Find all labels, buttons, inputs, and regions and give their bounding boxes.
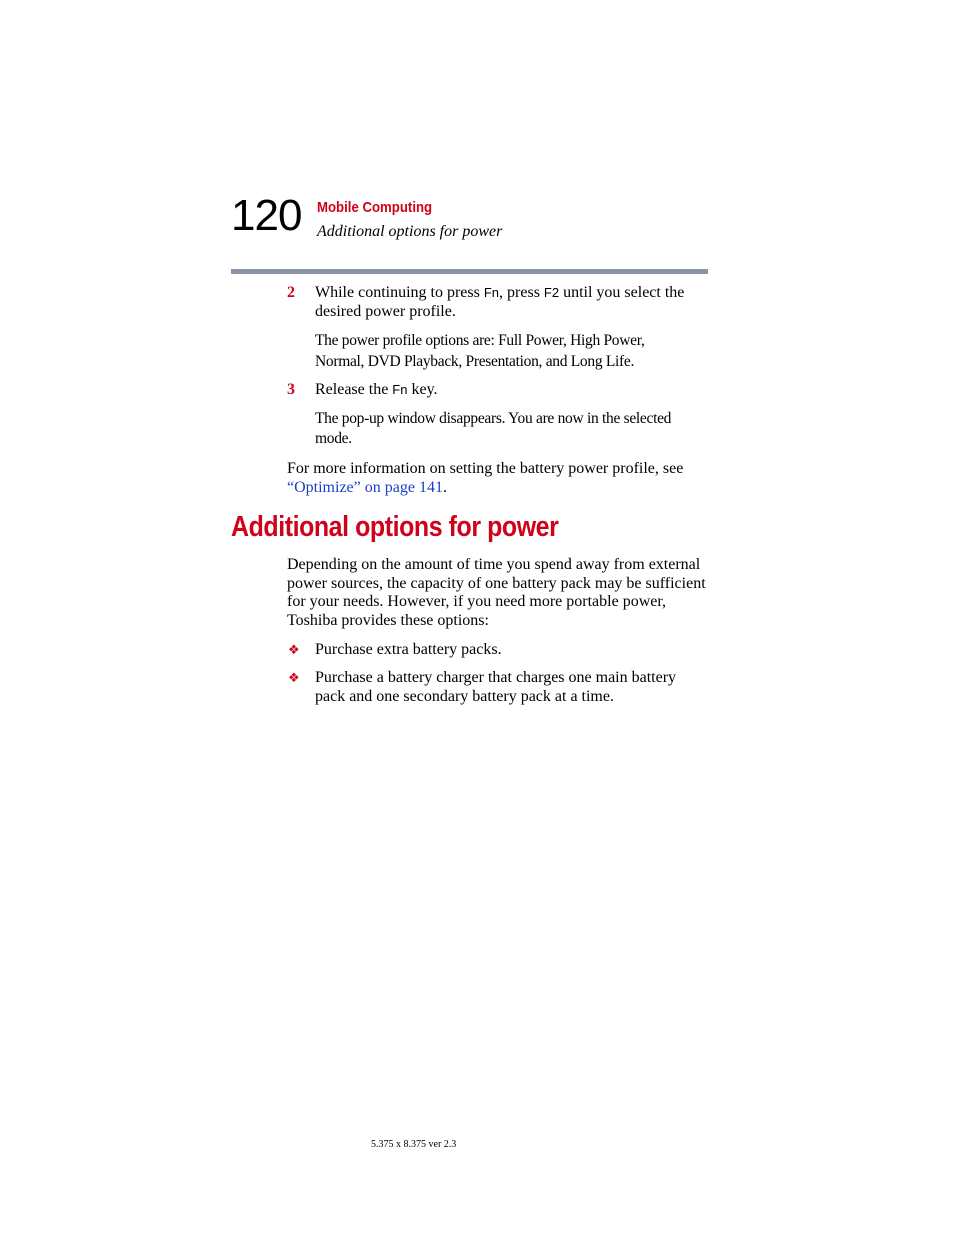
step-text-part: until you select the desired power profile. — [315, 284, 685, 320]
more-info-text: For more information on setting the battery power profile, see — [287, 460, 684, 477]
section-subtitle: Additional options for power — [317, 223, 503, 240]
step-text — [315, 284, 710, 321]
step-note: The pop-up window disappears. You are now in the selected mode. — [315, 410, 672, 447]
step-text-part: , press — [499, 284, 544, 301]
chapter-title: Mobile Computing — [317, 199, 433, 216]
section-intro: Depending on the amount of time you spend away from external power sources, the capacity of one battery pack may be sufficient for your needs. However, if you need more portable power, Toshiba provides these options: — [287, 556, 706, 629]
bullet-text: Purchase a battery charger that charges one main battery pack and one secondary battery pack at a time. — [315, 669, 677, 705]
bullet-icon: ❖ — [288, 671, 300, 686]
step-text-part: Release the — [315, 381, 393, 398]
key-name: F2 — [543, 285, 560, 300]
step-text-part: While continuing to press — [315, 284, 484, 301]
step-text-part: key. — [407, 381, 438, 398]
key-name: Fn — [392, 382, 408, 397]
step-text — [315, 381, 710, 400]
page-number: 120 — [231, 191, 302, 240]
step-number: 3 — [287, 381, 295, 398]
more-info-end: . — [442, 478, 447, 496]
key-name: Fn — [483, 285, 500, 300]
step-number: 2 — [287, 284, 295, 301]
header-rule — [231, 269, 708, 274]
bullet-text: Purchase extra battery packs. — [315, 641, 502, 658]
footer-version: 5.375 x 8.375 ver 2.3 — [371, 1139, 457, 1150]
optimize-link[interactable]: “Optimize” on page 141 — [287, 478, 443, 496]
step-note: The power profile options are: Full Power, High Power, Normal, DVD Playback, Presentation, and Long Life. — [315, 332, 645, 370]
bullet-icon: ❖ — [288, 643, 300, 658]
section-heading: Additional options for power — [231, 511, 559, 543]
more-info-paragraph — [287, 460, 712, 497]
